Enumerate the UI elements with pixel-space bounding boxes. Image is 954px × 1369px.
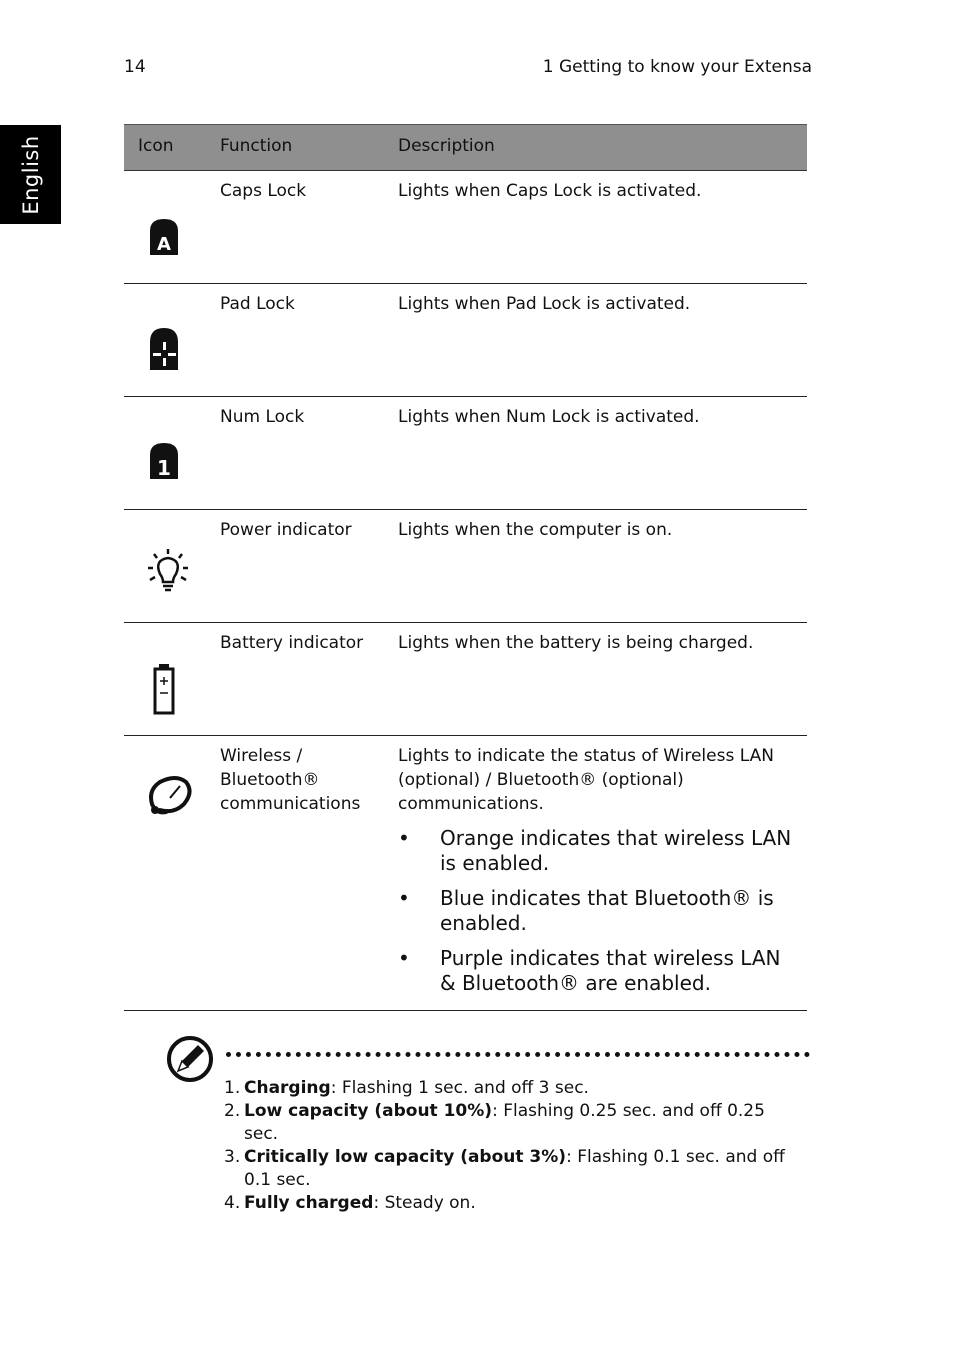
function-cell: Power indicator: [220, 520, 352, 540]
table-row: [124, 171, 807, 284]
note-term: Charging: [244, 1078, 331, 1098]
table-row: [124, 284, 807, 397]
function-cell: Battery indicator: [220, 633, 364, 653]
function-cell: Pad Lock: [220, 294, 295, 314]
description-cell: Lights when Caps Lock is activated.: [398, 181, 702, 201]
bullet-text: Purple indicates that wireless LAN & Bluetooth® are enabled.: [440, 946, 781, 995]
note-term: Low capacity (about 10%): [244, 1101, 493, 1121]
list-item: [224, 1192, 804, 1215]
bullet-text: Blue indicates that Bluetooth® is enabled.: [440, 886, 774, 935]
note-term: Fully charged: [244, 1193, 374, 1213]
table-row: [124, 510, 807, 623]
description-cell: Lights when Pad Lock is activated.: [398, 294, 691, 314]
list-item: • Blue indicates that Bluetooth® is enabled.: [398, 886, 774, 935]
list-item: • Orange indicates that wireless LAN is enabled.: [398, 826, 792, 875]
list-item: [224, 1077, 804, 1100]
status-bullet-list: [398, 826, 798, 996]
item-number: 1.: [224, 1078, 241, 1098]
power-indicator-icon: [146, 548, 186, 592]
list-item: • Purple indicates that wireless LAN & Bluetooth® are enabled.: [398, 946, 781, 995]
note-text: : Flashing 0.25 sec. and off 0.25 sec.: [244, 1101, 765, 1144]
table-row: [124, 736, 807, 1011]
page-number: 14: [124, 57, 146, 77]
description-cell: Lights when Num Lock is activated.: [398, 407, 700, 427]
indicator-table: [124, 124, 807, 1011]
wireless-bluetooth-icon: [146, 772, 194, 816]
list-item: [224, 1146, 804, 1192]
battery-indicator-icon: [146, 663, 186, 707]
note-list: [224, 1077, 804, 1215]
item-number: 3.: [224, 1147, 241, 1167]
function-cell: Num Lock: [220, 407, 305, 427]
language-tab: [0, 125, 61, 224]
item-number: 2.: [224, 1101, 241, 1121]
table-row: [124, 397, 807, 510]
svg-text:A: A: [157, 234, 171, 255]
function-cell: Wireless / Bluetooth® communications: [220, 746, 361, 814]
list-item: [224, 1100, 804, 1146]
num-lock-icon: [146, 441, 186, 485]
table-row: [124, 623, 807, 736]
note-text: : Steady on.: [373, 1193, 476, 1213]
column-header-icon: Icon: [138, 136, 174, 156]
language-tab-label: English: [18, 134, 43, 215]
item-number: 4.: [224, 1193, 241, 1213]
function-cell: Caps Lock: [220, 181, 307, 201]
note-term: Critically low capacity (about 3%): [244, 1147, 567, 1167]
table-header: [124, 124, 807, 171]
description-cell: Lights when the computer is on.: [398, 520, 673, 540]
chapter-title: 1 Getting to know your Extensa: [542, 57, 812, 77]
pad-lock-icon: [146, 326, 186, 370]
svg-text:1: 1: [157, 456, 171, 480]
note-text: : Flashing 0.1 sec. and off 0.1 sec.: [244, 1147, 785, 1190]
description-cell: [398, 744, 798, 1006]
note-text: : Flashing 1 sec. and off 3 sec.: [330, 1078, 589, 1098]
note-pen-icon: [166, 1035, 214, 1083]
description-text: Lights to indicate the status of Wireless LAN (optional) / Bluetooth® (optional) communications.: [398, 746, 774, 814]
column-header-function: Function: [220, 136, 293, 156]
caps-lock-icon: [146, 217, 186, 261]
description-cell: Lights when the battery is being charged.: [398, 633, 754, 653]
column-header-description: Description: [398, 136, 495, 156]
note-divider: [226, 1052, 810, 1057]
bullet-text: Orange indicates that wireless LAN is enabled.: [440, 826, 792, 875]
